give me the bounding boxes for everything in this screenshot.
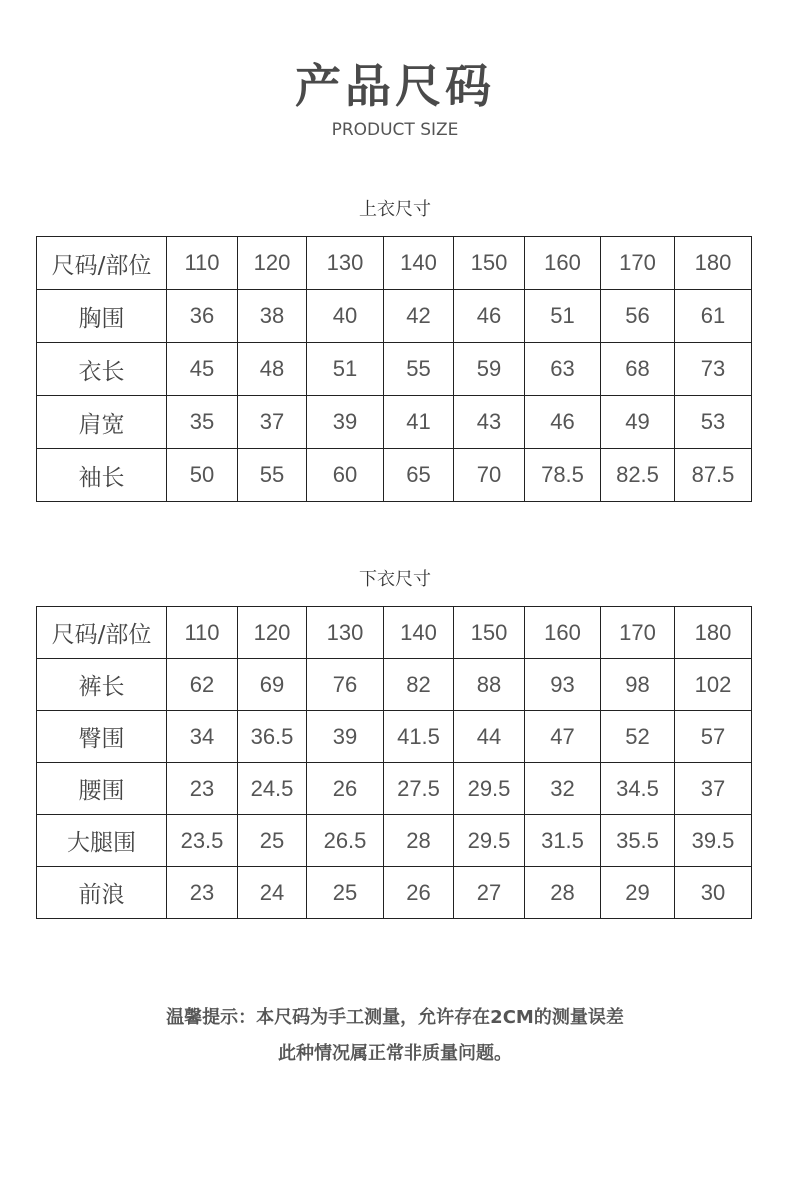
measurement-value-cell: 98: [601, 659, 675, 711]
size-header-cell: 160: [525, 237, 601, 290]
size-header-cell: 140: [384, 607, 454, 659]
measurement-value-cell: 65: [384, 449, 454, 502]
measurement-value-cell: 28: [525, 867, 601, 919]
measurement-value-cell: 23: [167, 867, 238, 919]
size-part-header-cell: 尺码/部位: [37, 237, 167, 290]
size-header-cell: 160: [525, 607, 601, 659]
measurement-value-cell: 36.5: [238, 711, 307, 763]
size-header-cell: 130: [307, 607, 384, 659]
bottoms-size-table: [36, 606, 752, 919]
measurement-value-cell: 41: [384, 396, 454, 449]
measurement-value-cell: 34.5: [601, 763, 675, 815]
measurement-value-cell: 31.5: [525, 815, 601, 867]
measurement-value-cell: 37: [675, 763, 752, 815]
measurement-value-cell: 53: [675, 396, 752, 449]
measurement-value-cell: 45: [167, 343, 238, 396]
measurement-value-cell: 46: [454, 290, 525, 343]
measurement-value-cell: 25: [307, 867, 384, 919]
table-row: [37, 449, 752, 502]
measurement-value-cell: 48: [238, 343, 307, 396]
measurement-value-cell: 102: [675, 659, 752, 711]
size-header-cell: 150: [454, 607, 525, 659]
measurement-value-cell: 42: [384, 290, 454, 343]
measurement-value-cell: 34: [167, 711, 238, 763]
measurement-value-cell: 38: [238, 290, 307, 343]
measurement-value-cell: 44: [454, 711, 525, 763]
measurement-note-continued: 此种情况属正常非质量问题。: [278, 1043, 512, 1064]
measurement-value-cell: 82.5: [601, 449, 675, 502]
measurement-value-cell: 51: [307, 343, 384, 396]
measurement-value-cell: 29: [601, 867, 675, 919]
measurement-label-cell: 裤长: [37, 659, 167, 711]
measurement-value-cell: 29.5: [454, 815, 525, 867]
measurement-label-cell: 腰围: [37, 763, 167, 815]
measurement-value-cell: 23: [167, 763, 238, 815]
size-header-cell: 120: [238, 237, 307, 290]
size-header-cell: 180: [675, 607, 752, 659]
measurement-value-cell: 73: [675, 343, 752, 396]
measurement-value-cell: 24.5: [238, 763, 307, 815]
table-row: [37, 659, 752, 711]
measurement-value-cell: 59: [454, 343, 525, 396]
measurement-value-cell: 68: [601, 343, 675, 396]
measurement-label-cell: 肩宽: [37, 396, 167, 449]
measurement-value-cell: 49: [601, 396, 675, 449]
measurement-value-cell: 51: [525, 290, 601, 343]
measurement-value-cell: 41.5: [384, 711, 454, 763]
measurement-label-cell: 胸围: [37, 290, 167, 343]
size-part-header-cell: 尺码/部位: [37, 607, 167, 659]
page-title: 产品尺码: [295, 59, 495, 113]
measurement-value-cell: 32: [525, 763, 601, 815]
measurement-label-cell: 袖长: [37, 449, 167, 502]
measurement-value-cell: 39: [307, 711, 384, 763]
measurement-value-cell: 28: [384, 815, 454, 867]
measurement-value-cell: 39.5: [675, 815, 752, 867]
size-header-cell: 130: [307, 237, 384, 290]
measurement-value-cell: 57: [675, 711, 752, 763]
measurement-value-cell: 55: [384, 343, 454, 396]
size-header-cell: 110: [167, 607, 238, 659]
measurement-value-cell: 26: [384, 867, 454, 919]
measurement-label-cell: 衣长: [37, 343, 167, 396]
table-row: [37, 343, 752, 396]
measurement-value-cell: 47: [525, 711, 601, 763]
measurement-value-cell: 35.5: [601, 815, 675, 867]
measurement-value-cell: 37: [238, 396, 307, 449]
measurement-label-cell: 前浪: [37, 867, 167, 919]
measurement-value-cell: 52: [601, 711, 675, 763]
size-header-cell: 140: [384, 237, 454, 290]
table-row: [37, 867, 752, 919]
measurement-value-cell: 23.5: [167, 815, 238, 867]
measurement-value-cell: 76: [307, 659, 384, 711]
measurement-note: 温馨提示：本尺码为手工测量，允许存在2CM的测量误差: [166, 1007, 624, 1028]
bottoms-caption: 下衣尺寸: [359, 569, 431, 590]
size-header-cell: 120: [238, 607, 307, 659]
measurement-value-cell: 93: [525, 659, 601, 711]
measurement-value-cell: 56: [601, 290, 675, 343]
measurement-value-cell: 61: [675, 290, 752, 343]
page-subtitle: PRODUCT SIZE: [331, 120, 459, 140]
tops-size-table: [36, 236, 752, 502]
measurement-label-cell: 臀围: [37, 711, 167, 763]
measurement-value-cell: 29.5: [454, 763, 525, 815]
size-header-cell: 170: [601, 237, 675, 290]
measurement-value-cell: 25: [238, 815, 307, 867]
measurement-value-cell: 69: [238, 659, 307, 711]
measurement-value-cell: 40: [307, 290, 384, 343]
tops-caption: 上衣尺寸: [359, 199, 431, 220]
measurement-value-cell: 50: [167, 449, 238, 502]
size-header-cell: 110: [167, 237, 238, 290]
measurement-value-cell: 26.5: [307, 815, 384, 867]
measurement-value-cell: 39: [307, 396, 384, 449]
table-header-row: [37, 607, 752, 659]
table-row: [37, 711, 752, 763]
measurement-value-cell: 43: [454, 396, 525, 449]
table-row: [37, 815, 752, 867]
measurement-value-cell: 63: [525, 343, 601, 396]
measurement-label-cell: 大腿围: [37, 815, 167, 867]
size-header-cell: 150: [454, 237, 525, 290]
table-row: [37, 290, 752, 343]
measurement-value-cell: 87.5: [675, 449, 752, 502]
measurement-value-cell: 78.5: [525, 449, 601, 502]
size-header-cell: 170: [601, 607, 675, 659]
table-header-row: [37, 237, 752, 290]
measurement-value-cell: 36: [167, 290, 238, 343]
measurement-value-cell: 82: [384, 659, 454, 711]
measurement-value-cell: 30: [675, 867, 752, 919]
measurement-value-cell: 55: [238, 449, 307, 502]
measurement-value-cell: 62: [167, 659, 238, 711]
measurement-value-cell: 88: [454, 659, 525, 711]
measurement-value-cell: 24: [238, 867, 307, 919]
measurement-value-cell: 46: [525, 396, 601, 449]
size-header-cell: 180: [675, 237, 752, 290]
measurement-value-cell: 35: [167, 396, 238, 449]
table-row: [37, 763, 752, 815]
measurement-value-cell: 26: [307, 763, 384, 815]
table-row: [37, 396, 752, 449]
measurement-value-cell: 70: [454, 449, 525, 502]
measurement-value-cell: 27.5: [384, 763, 454, 815]
measurement-value-cell: 27: [454, 867, 525, 919]
measurement-value-cell: 60: [307, 449, 384, 502]
